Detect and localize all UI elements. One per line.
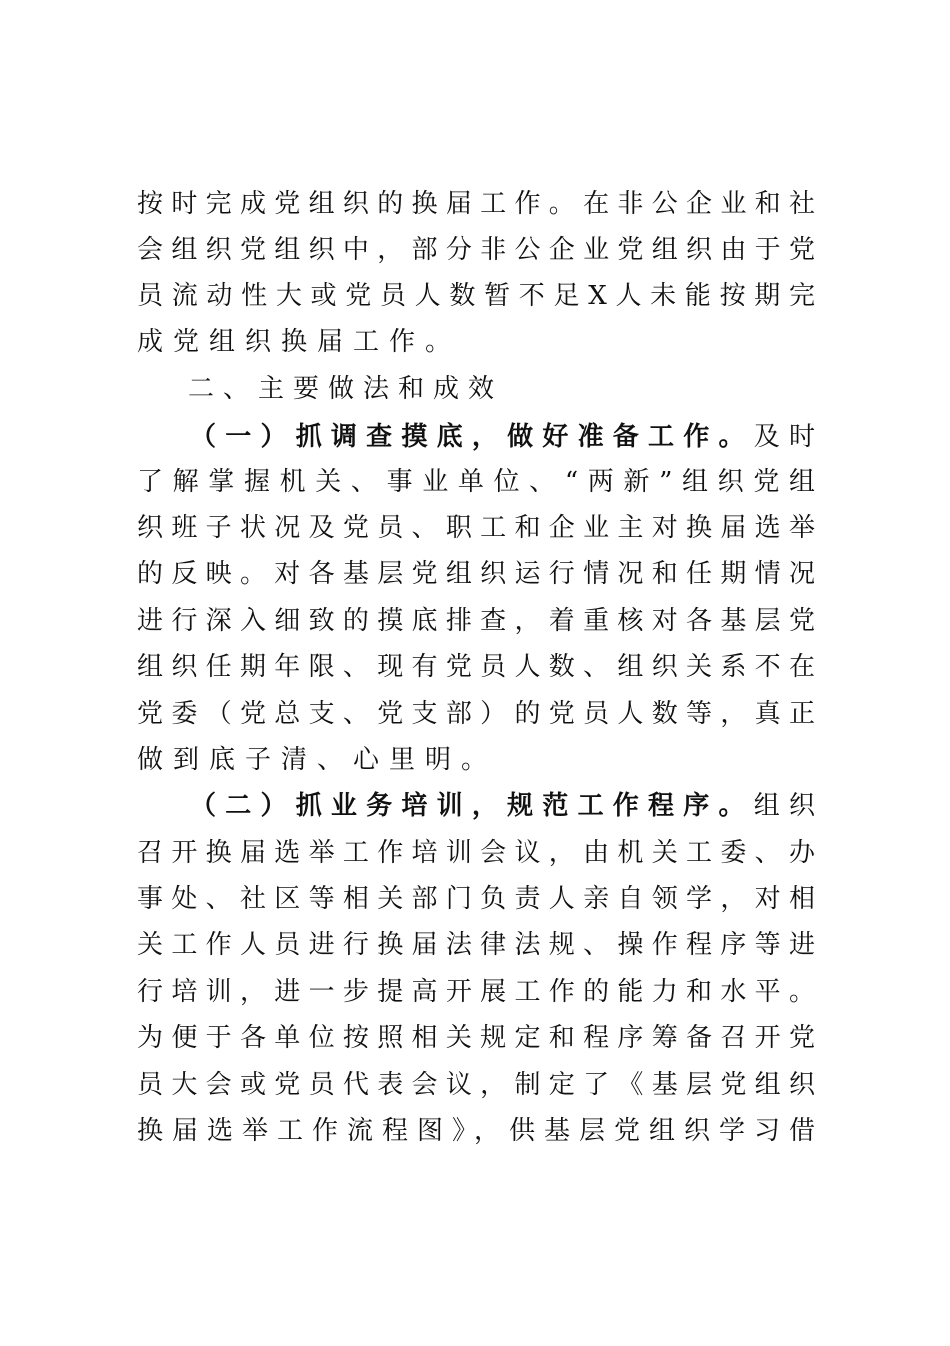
paragraph-3-line-4: 行培训，进一步提高开展工作的能力和水平。	[137, 977, 815, 1007]
paragraph-3-line-2: 事处、社区等相关部门负责人亲自领学，对相	[137, 884, 815, 914]
paragraph-2-lead-heading: （一）抓调查摸底，做好准备工作。	[190, 422, 754, 452]
paragraph-3-line-6: 员大会或党员代表会议，制定了《基层党组织	[137, 1070, 815, 1100]
paragraph-2-line-6: 党委（党总支、党支部）的党员人数等，真正	[137, 699, 815, 729]
paragraph-2-line-3: 的反映。对各基层党组织运行情况和任期情况	[137, 559, 815, 589]
paragraph-1-line-4: 成党组织换届工作。	[137, 327, 462, 357]
paragraph-3-lead-heading: （二）抓业务培训，规范工作程序。	[190, 791, 754, 821]
paragraph-3-line-7: 换届选举工作流程图》，供基层党组织学习借	[137, 1116, 815, 1146]
paragraph-1-line-1: 按时完成党组织的换届工作。在非公企业和社	[137, 189, 815, 219]
paragraph-1-line-2: 会组织党组织中，部分非公企业党组织由于党	[137, 235, 815, 265]
paragraph-3-lead-line	[190, 789, 815, 823]
paragraph-2-line-1: 了解掌握机关、事业单位、“两新”组织党组	[137, 467, 815, 497]
paragraph-2-line-2: 织班子状况及党员、职工和企业主对换届选举	[137, 513, 815, 543]
paragraph-2-line-5: 组织任期年限、现有党员人数、组织关系不在	[137, 652, 815, 682]
paragraph-2-line-4: 进行深入细致的摸底排查，着重核对各基层党	[137, 606, 815, 636]
paragraph-2-line-7: 做到底子清、心里明。	[137, 745, 498, 775]
paragraph-3-line-3: 关工作人员进行换届法律法规、操作程序等进	[137, 930, 815, 960]
paragraph-3-lead-text: 组织	[753, 791, 815, 821]
paragraph-3-line-5: 为便于各单位按照相关规定和程序筹备召开党	[137, 1023, 815, 1053]
paragraph-3-line-1: 召开换届选举工作培训会议，由机关工委、办	[137, 838, 815, 868]
section-heading: 二、主要做法和成效	[188, 374, 504, 404]
paragraph-2-lead-line	[190, 420, 815, 454]
paragraph-1-line-3: 员流动性大或党员人数暂不足X人未能按期完	[137, 281, 815, 311]
paragraph-2-lead-text: 及时	[753, 422, 815, 452]
